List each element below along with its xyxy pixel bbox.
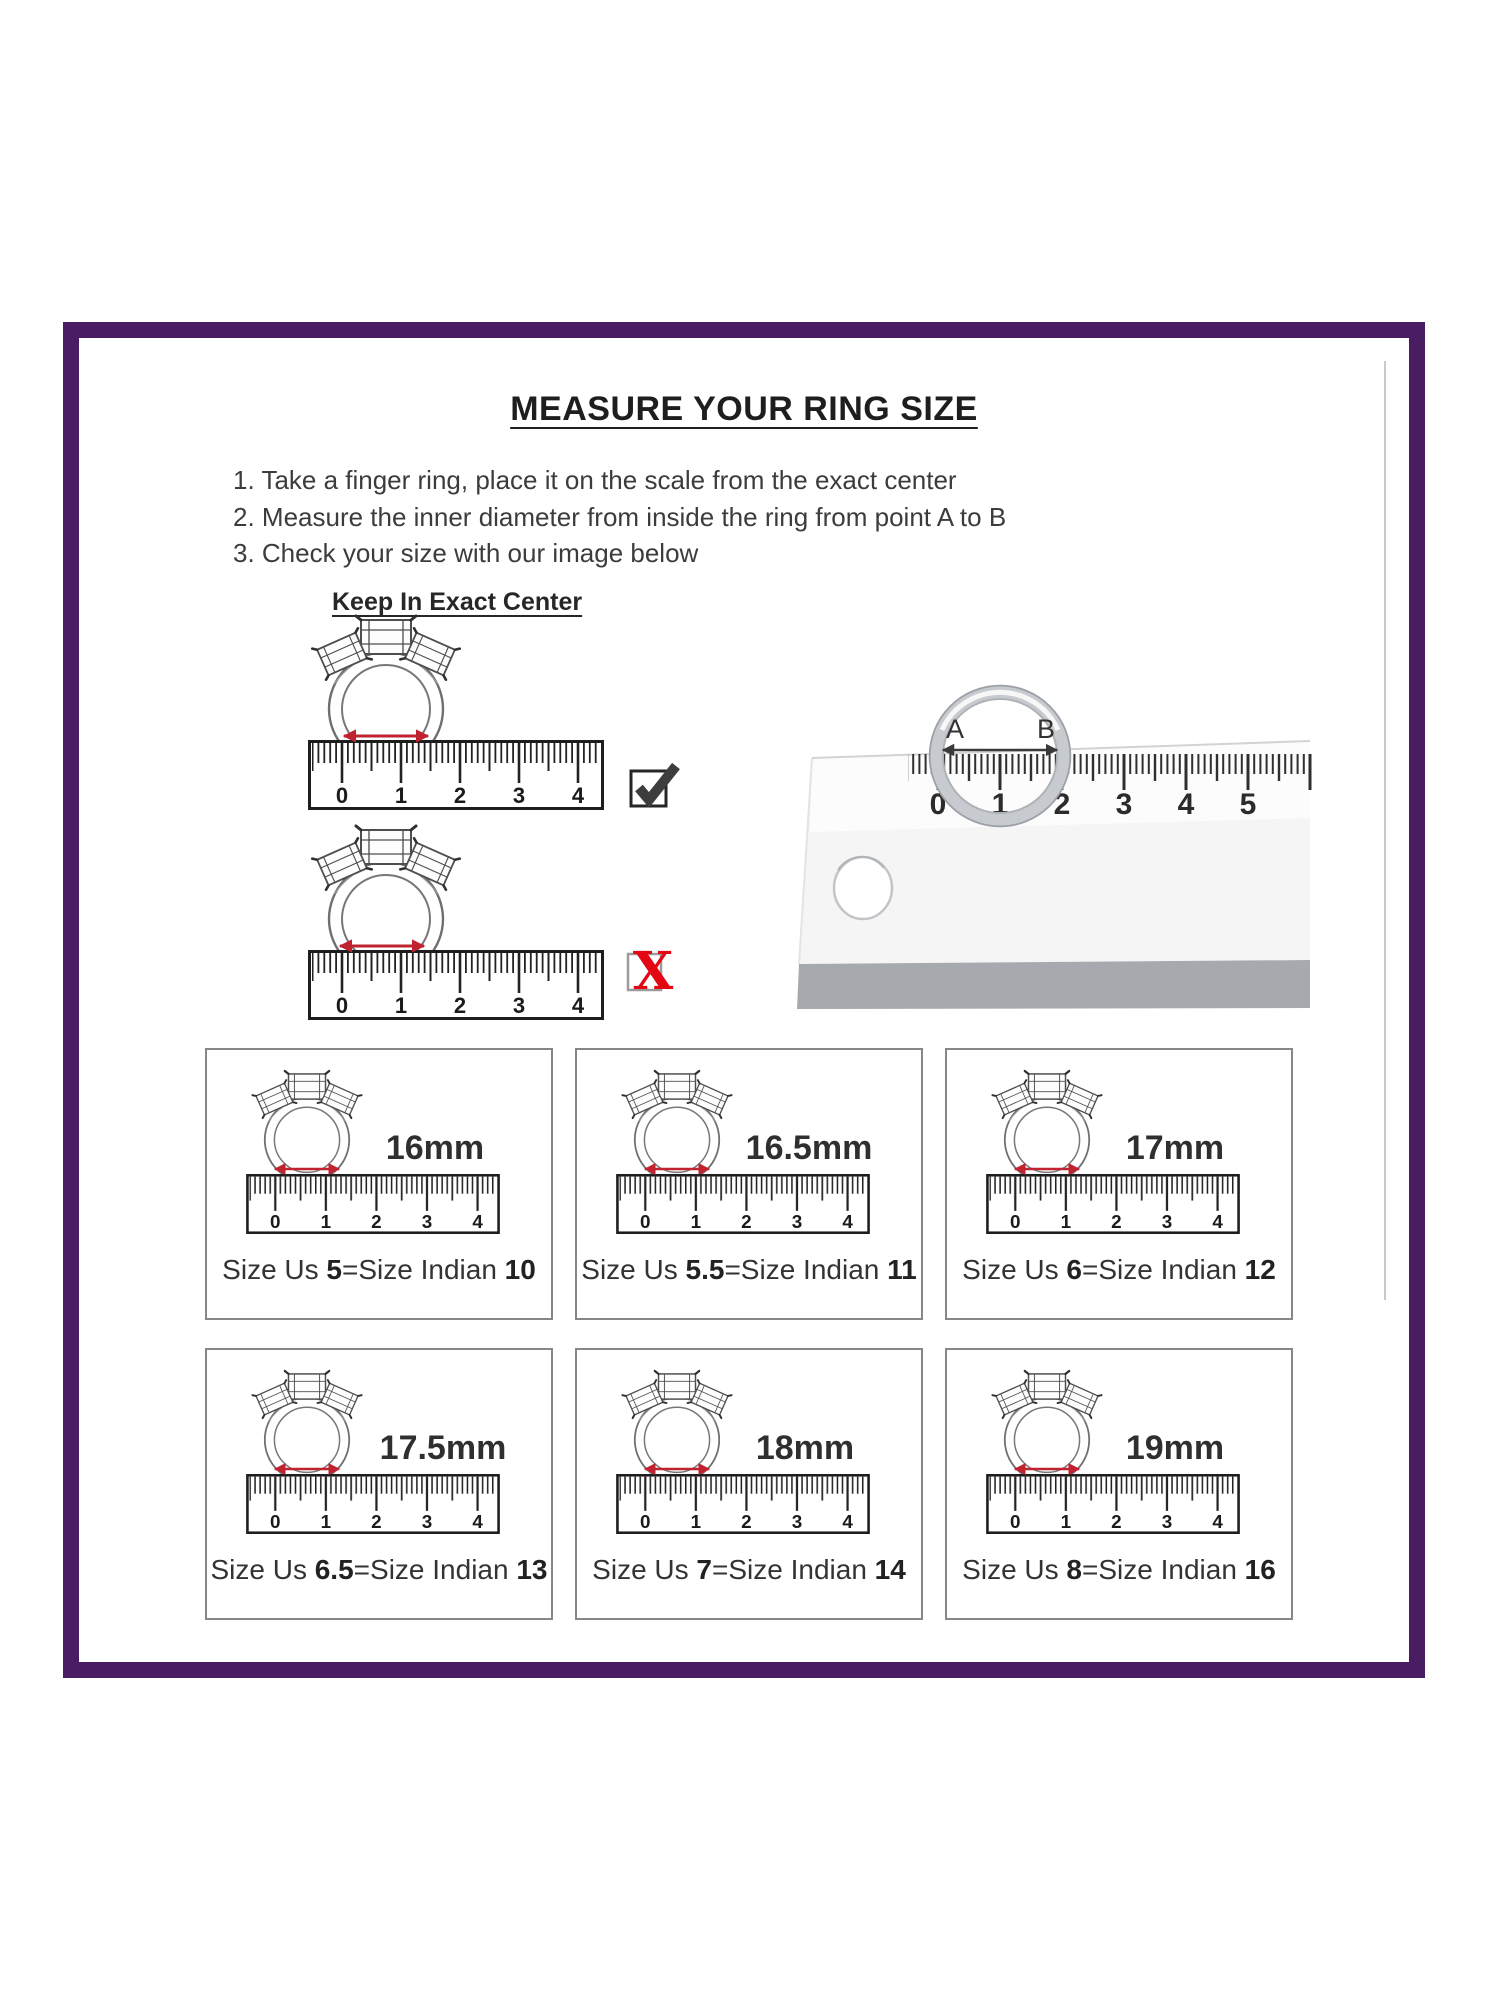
size-box-17-5mm (205, 1348, 553, 1620)
us-size-prefix: Size Us (210, 1554, 315, 1585)
indian-size-value: 16 (1244, 1554, 1276, 1585)
ruler-number: 5 (1239, 788, 1257, 821)
us-size-prefix: Size Us (962, 1554, 1067, 1585)
ruler-shadow (797, 960, 1310, 1009)
ruler-icon (987, 1475, 1238, 1532)
ruler-icon (247, 1475, 498, 1532)
us-size-prefix: Size Us (592, 1554, 697, 1585)
indian-size-prefix: =Size Indian (1082, 1554, 1245, 1585)
ring-measurement-illustration (587, 1062, 911, 1250)
ring-icon (252, 1371, 361, 1482)
us-size-value: 5 (326, 1254, 342, 1285)
ruler-icon (617, 1475, 868, 1532)
mm-label: 16.5mm (745, 1129, 873, 1167)
size-box-19mm (945, 1348, 1293, 1620)
indian-size-value: 12 (1244, 1254, 1276, 1285)
ring-measurement-illustration (217, 1062, 541, 1250)
ring-icon (622, 1071, 731, 1182)
ruler-icon (310, 742, 603, 809)
mm-label: 19mm (1125, 1429, 1225, 1467)
indian-size-prefix: =Size Indian (712, 1554, 875, 1585)
ring-icon (252, 1071, 361, 1182)
mm-label: 17mm (1125, 1129, 1225, 1167)
ring-measurement-illustration (957, 1062, 1281, 1250)
ruler-number: 4 (1177, 788, 1195, 821)
size-box-17mm (945, 1048, 1293, 1320)
instruction-item: 1. Take a finger ring, place it on the scale from the exact center (233, 465, 957, 495)
mm-label: 16mm (385, 1129, 485, 1167)
us-size-prefix: Size Us (581, 1254, 686, 1285)
size-conversion-label (577, 1254, 921, 1286)
ruler-number: 3 (1115, 788, 1133, 821)
page-title: MEASURE YOUR RING SIZE (510, 390, 978, 428)
x-mark-glyph: X (632, 942, 674, 994)
us-size-prefix: Size Us (962, 1254, 1067, 1285)
ruler-photo (640, 580, 1315, 1020)
us-size-value: 7 (696, 1554, 712, 1585)
ring-measurement-illustration (217, 1362, 541, 1550)
us-size-value: 6 (1066, 1254, 1082, 1285)
point-a-label: A (945, 714, 965, 744)
ruler-number: 1 (991, 788, 1009, 821)
us-size-value: 8 (1066, 1554, 1082, 1585)
size-box-18mm (575, 1348, 923, 1620)
ruler-icon (987, 1175, 1238, 1232)
indian-size-prefix: =Size Indian (724, 1254, 888, 1285)
indian-size-prefix: =Size Indian (353, 1554, 517, 1585)
size-conversion-label (947, 1554, 1291, 1586)
wrong-placement-illustration (298, 822, 628, 1032)
keep-in-exact-center-label: Keep In Exact Center (332, 588, 583, 616)
correct-placement-illustration (298, 612, 628, 822)
ruler-number: 0 (929, 788, 947, 821)
indian-size-prefix: =Size Indian (1082, 1254, 1245, 1285)
us-size-value: 6.5 (314, 1554, 354, 1585)
size-conversion-label (207, 1254, 551, 1286)
indian-size-prefix: =Size Indian (342, 1254, 505, 1285)
us-size-value: 5.5 (685, 1254, 725, 1285)
size-conversion-label (207, 1554, 551, 1586)
size-conversion-label (947, 1254, 1291, 1286)
indian-size-value: 10 (504, 1254, 536, 1285)
us-size-prefix: Size Us (222, 1254, 327, 1285)
instruction-item: 2. Measure the inner diameter from inside the ring from point A to B (233, 501, 1007, 532)
ruler-number: 2 (1053, 788, 1071, 821)
ring-icon (622, 1371, 731, 1482)
ring-icon (992, 1071, 1101, 1182)
size-box-16-5mm (575, 1048, 923, 1320)
instruction-item: 3. Check your size with our image below (233, 538, 699, 568)
ruler-icon (247, 1175, 498, 1232)
ruler-icon (310, 952, 603, 1019)
indian-size-value: 13 (516, 1554, 548, 1585)
size-box-16mm (205, 1048, 553, 1320)
indian-size-value: 11 (887, 1254, 917, 1285)
ring-icon (992, 1371, 1101, 1482)
ring-measurement-illustration (957, 1362, 1281, 1550)
size-conversion-label (577, 1554, 921, 1586)
ring-measurement-illustration (587, 1362, 911, 1550)
mm-label: 17.5mm (379, 1429, 507, 1467)
indian-size-value: 14 (874, 1554, 906, 1585)
ruler-icon (617, 1175, 868, 1232)
mm-label: 18mm (755, 1429, 855, 1467)
instructions-list (233, 462, 1006, 572)
page-edge-artifact-line (1384, 361, 1386, 1300)
point-b-label: B (1036, 714, 1056, 744)
